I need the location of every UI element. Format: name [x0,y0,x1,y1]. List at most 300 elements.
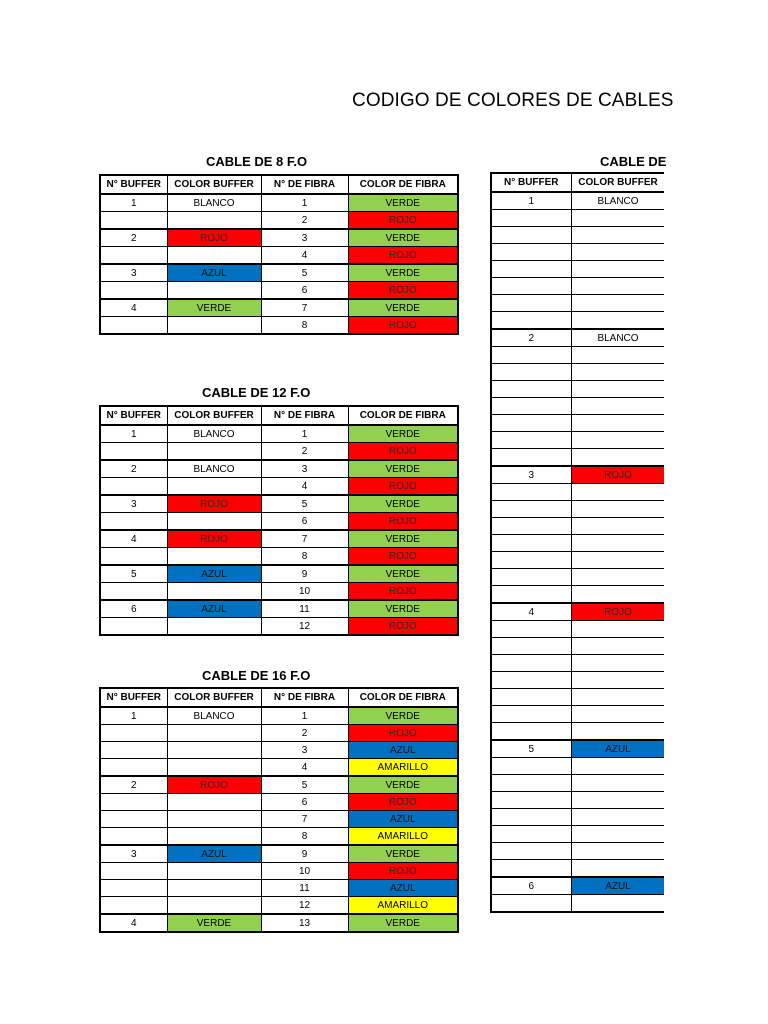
buffer-color [167,897,261,915]
fiber-number: 8 [261,828,348,846]
buffer-number [491,484,571,501]
table-row [100,460,458,478]
buffer-number [491,672,571,689]
buffer-number [491,706,571,723]
buffer-color [167,212,261,230]
buffer-color: VERDE [167,914,261,932]
buffer-number [100,548,167,566]
table-row [491,244,664,261]
buffer-number [491,518,571,535]
fiber-color: ROJO [348,863,458,880]
buffer-number [491,278,571,295]
buffer-color [571,621,664,638]
buffer-color [167,828,261,846]
buffer-color [571,689,664,706]
buffer-color [571,278,664,295]
fiber-color: VERDE [348,460,458,478]
table-row [491,192,664,210]
table-row [491,826,664,843]
fiber-color: VERDE [348,530,458,548]
buffer-color [167,282,261,300]
fiber-number: 1 [261,194,348,212]
table-row [100,425,458,443]
table-row [100,495,458,513]
buffer-number: 6 [100,600,167,618]
fiber-number: 11 [261,880,348,897]
buffer-number [100,863,167,880]
buffer-number [491,809,571,826]
table-row [491,484,664,501]
table-row [100,299,458,317]
cable-16-title: CABLE DE 16 F.O [202,668,311,683]
buffer-number: 2 [100,776,167,794]
buffer-number [100,811,167,828]
buffer-number [100,212,167,230]
buffer-number [100,759,167,777]
fiber-color: ROJO [348,478,458,496]
fiber-color: VERDE [348,565,458,583]
fiber-number: 13 [261,914,348,932]
fiber-color: ROJO [348,618,458,636]
table-row [491,603,664,621]
table-row [100,794,458,811]
table-row [100,264,458,282]
buffer-number [100,828,167,846]
cable-right-clip [490,172,664,932]
fiber-number: 4 [261,478,348,496]
buffer-number [491,227,571,244]
table-row [100,707,458,725]
buffer-color [167,247,261,265]
buffer-color: BLANCO [167,425,261,443]
fiber-color: VERDE [348,495,458,513]
fiber-number: 10 [261,583,348,601]
table-row [491,466,664,484]
buffer-number [491,381,571,398]
buffer-color [571,261,664,278]
buffer-color [167,513,261,531]
buffer-color [571,758,664,775]
table-row [100,600,458,618]
table-row [100,513,458,531]
buffer-color [167,742,261,759]
fiber-number: 12 [261,618,348,636]
table-row [100,282,458,300]
fiber-number: 3 [261,229,348,247]
buffer-color [571,586,664,604]
fiber-color: AMARILLO [348,828,458,846]
fiber-number-header: N° DE FIBRA [261,688,348,707]
fiber-number: 9 [261,565,348,583]
buffer-number [491,895,571,913]
table-row [491,706,664,723]
fiber-color: ROJO [348,725,458,742]
header-row [491,173,664,192]
buffer-color: VERDE [167,299,261,317]
table-row [100,618,458,636]
fiber-number: 8 [261,548,348,566]
buffer-color [571,809,664,826]
table-row [491,398,664,415]
buffer-number [100,282,167,300]
buffer-color [571,860,664,878]
buffer-color: AZUL [167,565,261,583]
cable-8-table [99,174,459,335]
buffer-number [100,897,167,915]
buffer-color [571,501,664,518]
buffer-number [100,247,167,265]
table-row [491,672,664,689]
table-row [491,535,664,552]
fiber-color: ROJO [348,443,458,461]
fiber-number: 4 [261,759,348,777]
buffer-color [167,794,261,811]
buffer-color [167,618,261,636]
fiber-color: VERDE [348,229,458,247]
table-row [491,792,664,809]
table-row [100,914,458,932]
table-row [491,586,664,604]
buffer-number-header: N° BUFFER [100,406,167,425]
buffer-color: AZUL [167,845,261,863]
buffer-color [571,792,664,809]
table-row [100,897,458,915]
buffer-color [571,244,664,261]
buffer-color [571,826,664,843]
buffer-number: 3 [100,495,167,513]
buffer-number-header: N° BUFFER [100,688,167,707]
buffer-color [571,432,664,449]
table-row [491,329,664,347]
fiber-number: 5 [261,495,348,513]
buffer-number [491,535,571,552]
buffer-number: 4 [100,914,167,932]
buffer-color [571,569,664,586]
table-row [491,415,664,432]
buffer-color: AZUL [571,740,664,758]
buffer-color: ROJO [167,495,261,513]
buffer-color [167,317,261,335]
cable-8-title: CABLE DE 8 F.O [206,154,308,169]
buffer-number [491,843,571,860]
fiber-color: ROJO [348,513,458,531]
buffer-color [167,443,261,461]
buffer-number [491,295,571,312]
fiber-number: 12 [261,897,348,915]
fiber-color: ROJO [348,317,458,335]
buffer-number [491,415,571,432]
buffer-number: 3 [100,264,167,282]
page-title: CODIGO DE COLORES DE CABLES [352,90,674,111]
buffer-number [491,792,571,809]
table-row [491,295,664,312]
buffer-color: BLANCO [167,460,261,478]
buffer-color: BLANCO [167,707,261,725]
buffer-color [571,723,664,741]
table-row [100,845,458,863]
buffer-color [571,535,664,552]
cable-right-title: CABLE DE [600,154,667,169]
table-row [491,449,664,467]
table-row [491,312,664,330]
buffer-number [491,552,571,569]
table-row [491,432,664,449]
buffer-number [491,398,571,415]
buffer-number [491,501,571,518]
table-row [100,317,458,335]
buffer-color [571,655,664,672]
fiber-number: 1 [261,425,348,443]
fiber-color: VERDE [348,707,458,725]
buffer-color: ROJO [167,530,261,548]
table-row [491,723,664,741]
buffer-number [100,478,167,496]
fiber-number-header: N° DE FIBRA [261,175,348,194]
fiber-number: 1 [261,707,348,725]
fiber-number: 6 [261,794,348,811]
fiber-color: VERDE [348,914,458,932]
table-row [491,758,664,775]
buffer-number: 2 [100,460,167,478]
cable-12-table [99,405,459,636]
buffer-number [100,317,167,335]
buffer-number [491,621,571,638]
buffer-color: AZUL [571,877,664,895]
buffer-number: 4 [100,530,167,548]
table-row [100,548,458,566]
buffer-number [491,449,571,467]
buffer-color-header: COLOR BUFFER [167,688,261,707]
buffer-number [100,583,167,601]
fiber-number: 6 [261,513,348,531]
fiber-color: ROJO [348,247,458,265]
table-row [491,227,664,244]
buffer-number-header: N° BUFFER [100,175,167,194]
buffer-color: AZUL [167,600,261,618]
fiber-number: 5 [261,776,348,794]
buffer-color [167,725,261,742]
buffer-number [100,513,167,531]
fiber-color: AZUL [348,811,458,828]
buffer-number: 1 [100,425,167,443]
buffer-number: 2 [100,229,167,247]
buffer-color [571,398,664,415]
fiber-color-header: COLOR DE FIBRA [348,175,458,194]
buffer-number [491,347,571,364]
buffer-number [491,655,571,672]
fiber-number: 9 [261,845,348,863]
buffer-number [491,364,571,381]
table-row [100,478,458,496]
buffer-number [491,210,571,227]
buffer-color [571,775,664,792]
buffer-color [167,759,261,777]
table-row [100,565,458,583]
buffer-color [571,415,664,432]
table-row [100,229,458,247]
buffer-number [491,586,571,604]
buffer-number-header: N° BUFFER [491,173,571,192]
table-row [100,247,458,265]
fiber-color: VERDE [348,264,458,282]
fiber-color: AZUL [348,880,458,897]
buffer-number [491,244,571,261]
table-row [491,364,664,381]
buffer-number: 4 [100,299,167,317]
buffer-number [100,443,167,461]
table-row [491,621,664,638]
table-row [491,740,664,758]
fiber-color: ROJO [348,583,458,601]
buffer-number [491,860,571,878]
cable-right-table [490,172,664,913]
table-row [100,880,458,897]
fiber-number: 3 [261,742,348,759]
fiber-color: AMARILLO [348,759,458,777]
fiber-number: 6 [261,282,348,300]
table-row [491,638,664,655]
buffer-color [167,548,261,566]
table-row [100,811,458,828]
buffer-color-header: COLOR BUFFER [167,406,261,425]
buffer-number [491,638,571,655]
table-row [100,583,458,601]
buffer-number [100,725,167,742]
table-row [491,655,664,672]
buffer-color [571,227,664,244]
table-row [100,194,458,212]
buffer-color [571,895,664,913]
buffer-number: 5 [491,740,571,758]
table-row [491,347,664,364]
buffer-number [491,432,571,449]
table-row [491,210,664,227]
buffer-color [571,347,664,364]
table-row [491,552,664,569]
buffer-number [491,261,571,278]
fiber-color: ROJO [348,794,458,811]
fiber-color: AMARILLO [348,897,458,915]
buffer-color: ROJO [167,776,261,794]
buffer-number: 1 [491,192,571,210]
fiber-number: 7 [261,530,348,548]
table-row [491,501,664,518]
table-row [491,809,664,826]
fiber-number: 2 [261,725,348,742]
buffer-number: 1 [100,707,167,725]
table-row [491,569,664,586]
fiber-color-header: COLOR DE FIBRA [348,688,458,707]
buffer-number [100,880,167,897]
table-row [491,843,664,860]
buffer-number [491,569,571,586]
table-row [491,261,664,278]
buffer-number: 1 [100,194,167,212]
fiber-number: 2 [261,443,348,461]
buffer-number: 5 [100,565,167,583]
table-row [491,278,664,295]
buffer-color: AZUL [167,264,261,282]
buffer-color [571,312,664,330]
buffer-number [491,775,571,792]
buffer-color: ROJO [571,603,664,621]
fiber-color: ROJO [348,282,458,300]
table-row [100,776,458,794]
fiber-number-header: N° DE FIBRA [261,406,348,425]
table-row [491,518,664,535]
buffer-number [100,618,167,636]
buffer-color [571,210,664,227]
buffer-color: BLANCO [571,329,664,347]
buffer-color [167,863,261,880]
fiber-color: ROJO [348,548,458,566]
fiber-color: VERDE [348,600,458,618]
buffer-color [167,811,261,828]
table-row [491,775,664,792]
header-row [100,688,458,707]
table-row [491,877,664,895]
buffer-number: 2 [491,329,571,347]
buffer-color [571,843,664,860]
fiber-color: VERDE [348,194,458,212]
buffer-number [491,723,571,741]
fiber-number: 11 [261,600,348,618]
table-row [100,212,458,230]
fiber-color: VERDE [348,425,458,443]
table-row [491,381,664,398]
buffer-number: 3 [100,845,167,863]
buffer-color [571,484,664,501]
buffer-number: 3 [491,466,571,484]
buffer-color [167,478,261,496]
buffer-color [571,449,664,467]
fiber-color: VERDE [348,845,458,863]
buffer-color [571,638,664,655]
buffer-number [491,826,571,843]
buffer-color: BLANCO [571,192,664,210]
buffer-number [100,794,167,811]
buffer-color-header: COLOR BUFFER [571,173,664,192]
fiber-color: VERDE [348,776,458,794]
table-row [100,742,458,759]
buffer-number: 6 [491,877,571,895]
fiber-number: 8 [261,317,348,335]
buffer-color [571,552,664,569]
buffer-number [491,758,571,775]
fiber-number: 5 [261,264,348,282]
buffer-color: BLANCO [167,194,261,212]
fiber-color-header: COLOR DE FIBRA [348,406,458,425]
buffer-color [571,295,664,312]
cable-12-title: CABLE DE 12 F.O [202,385,311,400]
cable-16-table [99,687,459,933]
table-row [100,530,458,548]
buffer-color-header: COLOR BUFFER [167,175,261,194]
fiber-number: 4 [261,247,348,265]
table-row [100,443,458,461]
table-row [100,725,458,742]
buffer-color: ROJO [167,229,261,247]
header-row [100,175,458,194]
table-row [100,863,458,880]
fiber-number: 10 [261,863,348,880]
buffer-color: ROJO [571,466,664,484]
table-row [100,759,458,777]
header-row [100,406,458,425]
buffer-color [571,381,664,398]
buffer-number [491,689,571,706]
fiber-number: 3 [261,460,348,478]
